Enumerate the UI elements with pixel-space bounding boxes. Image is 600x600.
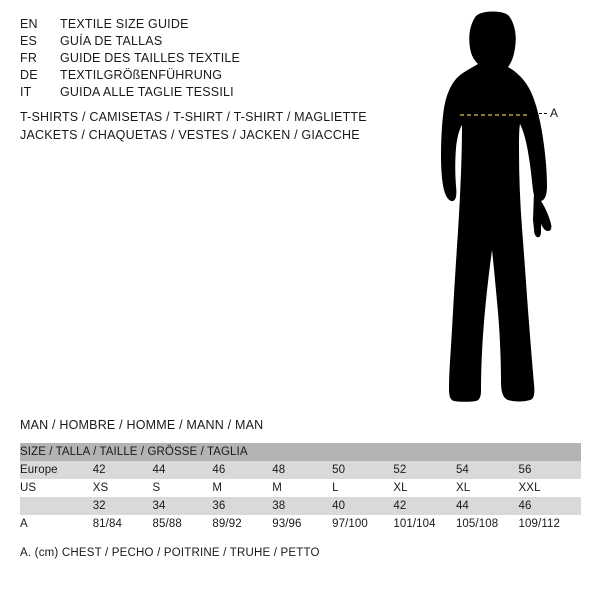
language-code: ES [20,34,38,48]
table-header-label: SIZE / TALLA / TAILLE / GRÖSSE / TAGLIA [20,443,581,461]
table-row [20,515,581,533]
language-text: GUIDA ALLE TAGLIE TESSILI [60,85,234,99]
cell: S [153,479,213,497]
row-label: Europe [20,461,93,479]
cell: 36 [212,497,272,515]
cell: 85/88 [153,515,213,533]
man-silhouette-figure [400,10,590,410]
cell: 54 [456,461,519,479]
category-line-tshirts: T-SHIRTS / CAMISETAS / T-SHIRT / T-SHIRT / MAGLIETTE [20,110,367,124]
cell: XL [456,479,519,497]
size-table [20,443,581,533]
cell: 44 [456,497,519,515]
language-row [20,34,380,51]
silhouette-icon [400,10,590,410]
cell: 101/104 [393,515,456,533]
language-text: GUIDE DES TAILLES TEXTILE [60,51,241,65]
row-label: A [20,515,93,533]
language-code: FR [20,51,38,65]
language-header-block [20,17,380,102]
cell: 93/96 [272,515,332,533]
cell: 56 [519,461,581,479]
table-footnote: A. (cm) CHEST / PECHO / POITRINE / TRUHE / PETTO [20,547,320,559]
cell: XXL [519,479,581,497]
language-row [20,85,380,102]
language-code: EN [20,17,38,31]
table-title: MAN / HOMBRE / HOMME / MANN / MAN [20,418,264,432]
cell: 89/92 [212,515,272,533]
cell: 46 [519,497,581,515]
cell: 109/112 [519,515,581,533]
cell: 42 [393,497,456,515]
cell: 32 [93,497,153,515]
language-text: GUÍA DE TALLAS [60,34,163,48]
cell: 34 [153,497,213,515]
table-row [20,497,581,515]
chest-label-leader [529,113,547,115]
cell: XS [93,479,153,497]
table-row [20,479,581,497]
cell: M [212,479,272,497]
cell: 40 [332,497,393,515]
language-row [20,51,380,68]
cell: 46 [212,461,272,479]
cell: 97/100 [332,515,393,533]
table-row [20,461,581,479]
cell: 38 [272,497,332,515]
cell: 48 [272,461,332,479]
cell: 81/84 [93,515,153,533]
cell: L [332,479,393,497]
category-block [20,110,390,146]
row-label: US [20,479,93,497]
language-row [20,17,380,34]
cell: 105/108 [456,515,519,533]
category-line-jackets: JACKETS / CHAQUETAS / VESTES / JACKEN / GIACCHE [20,128,360,142]
language-text: TEXTILGRÖßENFÜHRUNG [60,68,223,82]
language-code: IT [20,85,32,99]
cell: XL [393,479,456,497]
cell: 50 [332,461,393,479]
chest-measure-label: A [550,106,559,120]
language-row [20,68,380,85]
language-text: TEXTILE SIZE GUIDE [60,17,189,31]
row-label [20,497,93,515]
language-code: DE [20,68,38,82]
cell: 52 [393,461,456,479]
cell: 44 [153,461,213,479]
cell: M [272,479,332,497]
cell: 42 [93,461,153,479]
table-header-row [20,443,581,461]
